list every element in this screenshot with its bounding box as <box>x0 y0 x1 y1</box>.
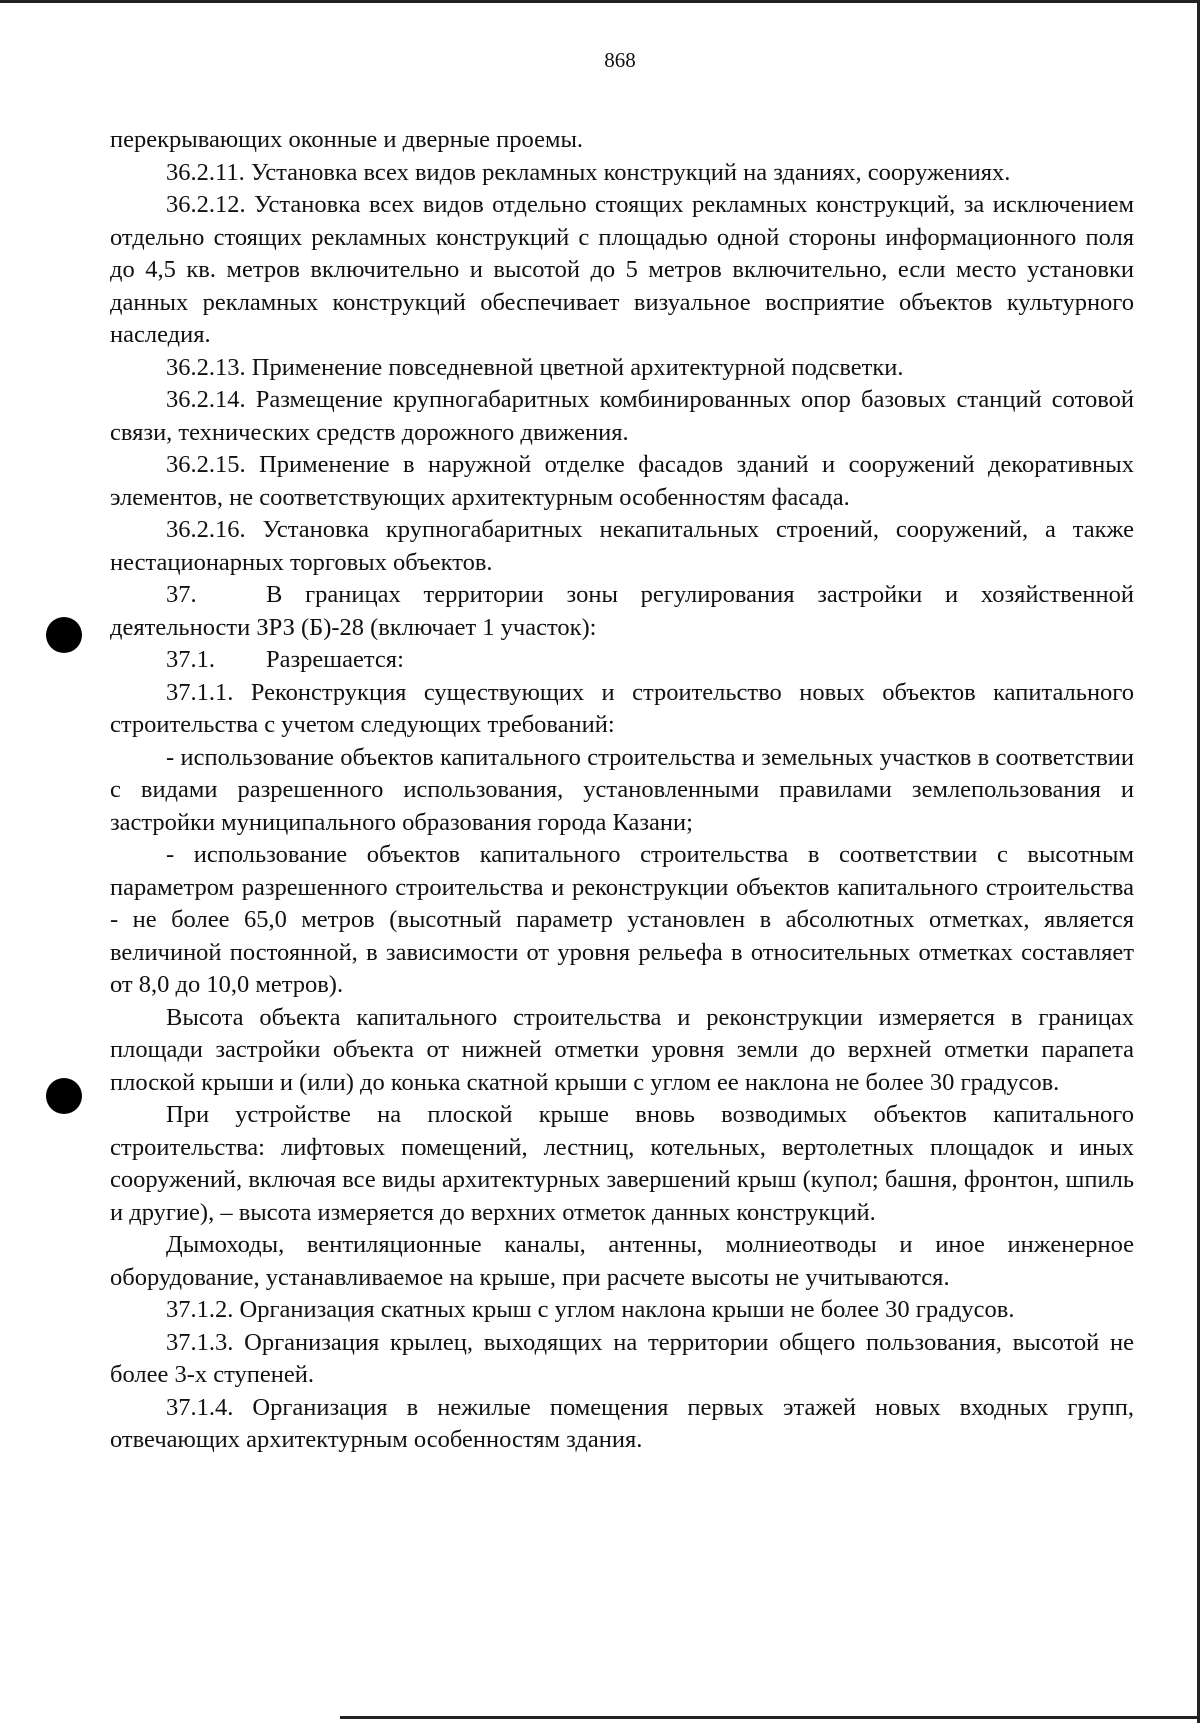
section-number: 37.1. <box>166 646 215 673</box>
section-number: 37. <box>166 581 197 608</box>
paragraph: 37.1.2. Организация скатных крыш с углом наклона крыши не более 30 градусов. <box>166 1296 1015 1323</box>
list-item: - использование объектов капитального строительства и земельных участков в соответствии с видами разрешенного использования, установленными правилами землепользования и застройки муниципального образования города Казани; <box>110 743 1134 836</box>
punch-hole-mark <box>46 617 82 653</box>
paragraph: перекрывающих оконные и дверные проемы. <box>110 126 584 153</box>
paragraph: 36.2.11. Установка всех видов рекламных конструкций на зданиях, сооружениях. <box>166 158 1011 186</box>
paragraph: 37.1.1. Реконструкция существующих и строительство новых объектов капитального строительства с учетом следующих требований: <box>110 678 1134 738</box>
paragraph: 36.2.12. Установка всех видов отдельно стоящих рекламных конструкций, за исключением отдельно стоящих рекламных конструкций с площадью одной стороны информационного поля до 4,5 кв. метров включительно и высотой до 5 метров включительно, если место установки данных рекламных конструкций обеспечивает визуальное восприятие объектов культурного наследия. <box>110 191 1134 348</box>
paragraph: 36.2.16. Установка крупногабаритных некапитальных строений, сооружений, а также нестационарных торговых объектов. <box>110 516 1134 576</box>
paragraph: 36.2.14. Размещение крупногабаритных комбинированных опор базовых станций сотовой связи, технических средств дорожного движения. <box>110 386 1134 446</box>
paragraph: 36.2.15. Применение в наружной отделке фасадов зданий и сооружений декоративных элементов, не соответствующих архитектурным особенностям фасада. <box>110 451 1134 511</box>
list-item: - использование объектов капитального строительства в соответствии с высотным параметром разрешенного строительства и реконструкции объектов капитального строительства - не более 65,0 метров (высотный параметр установлен в абсолютных отметках, является величиной постоянной, в зависимости от уровня рельефа в относительных отметках составляет от 8,0 до 10,0 метров). <box>110 841 1134 998</box>
punch-hole-mark <box>46 1078 82 1114</box>
paragraph: 36.2.13. Применение повседневной цветной архитектурной подсветки. <box>166 353 904 381</box>
paragraph: Высота объекта капитального строительства и реконструкции измеряется в границах площади застройки объекта от нижней отметки уровня земли до верхней отметки парапета плоской крыши и (или) до конька скатной крыши с углом ее наклона не более 30 градусов. <box>110 1003 1134 1096</box>
page-number: 868 <box>604 48 636 72</box>
paragraph: При устройстве на плоской крыше вновь возводимых объектов капитального строительства: лифтовых помещений, лестниц, котельных, вертолетных площадок и иных сооружений, включая все виды архитектурных завершений крыш (купол; башня, фронтон, шпиль и другие), – высота измеряется до верхних отметок данных конструкций. <box>110 1101 1134 1226</box>
paragraph: 37.1.4. Организация в нежилые помещения первых этажей новых входных групп, отвечающих архитектурным особенностям здания. <box>110 1393 1134 1453</box>
scan-border-top <box>0 0 1200 3</box>
document-body <box>110 124 1134 1457</box>
paragraph: Дымоходы, вентиляционные каналы, антенны, молниеотводы и иное инженерное оборудование, устанавливаемое на крыше, при расчете высоты не учитываются. <box>110 1231 1134 1291</box>
paragraph: 37.1.3. Организация крылец, выходящих на территории общего пользования, высотой не более 3-х ступеней. <box>110 1328 1134 1388</box>
scan-border-bottom <box>340 1716 1200 1719</box>
section-heading-37 <box>110 579 1134 644</box>
section-heading-37-1 <box>110 644 1134 677</box>
section-text: Разрешается: <box>266 646 404 673</box>
section-text: В границах территории зоны регулирования застройки и хозяйственной деятельности ЗРЗ (Б)-28 (включает 1 участок): <box>110 581 1134 641</box>
